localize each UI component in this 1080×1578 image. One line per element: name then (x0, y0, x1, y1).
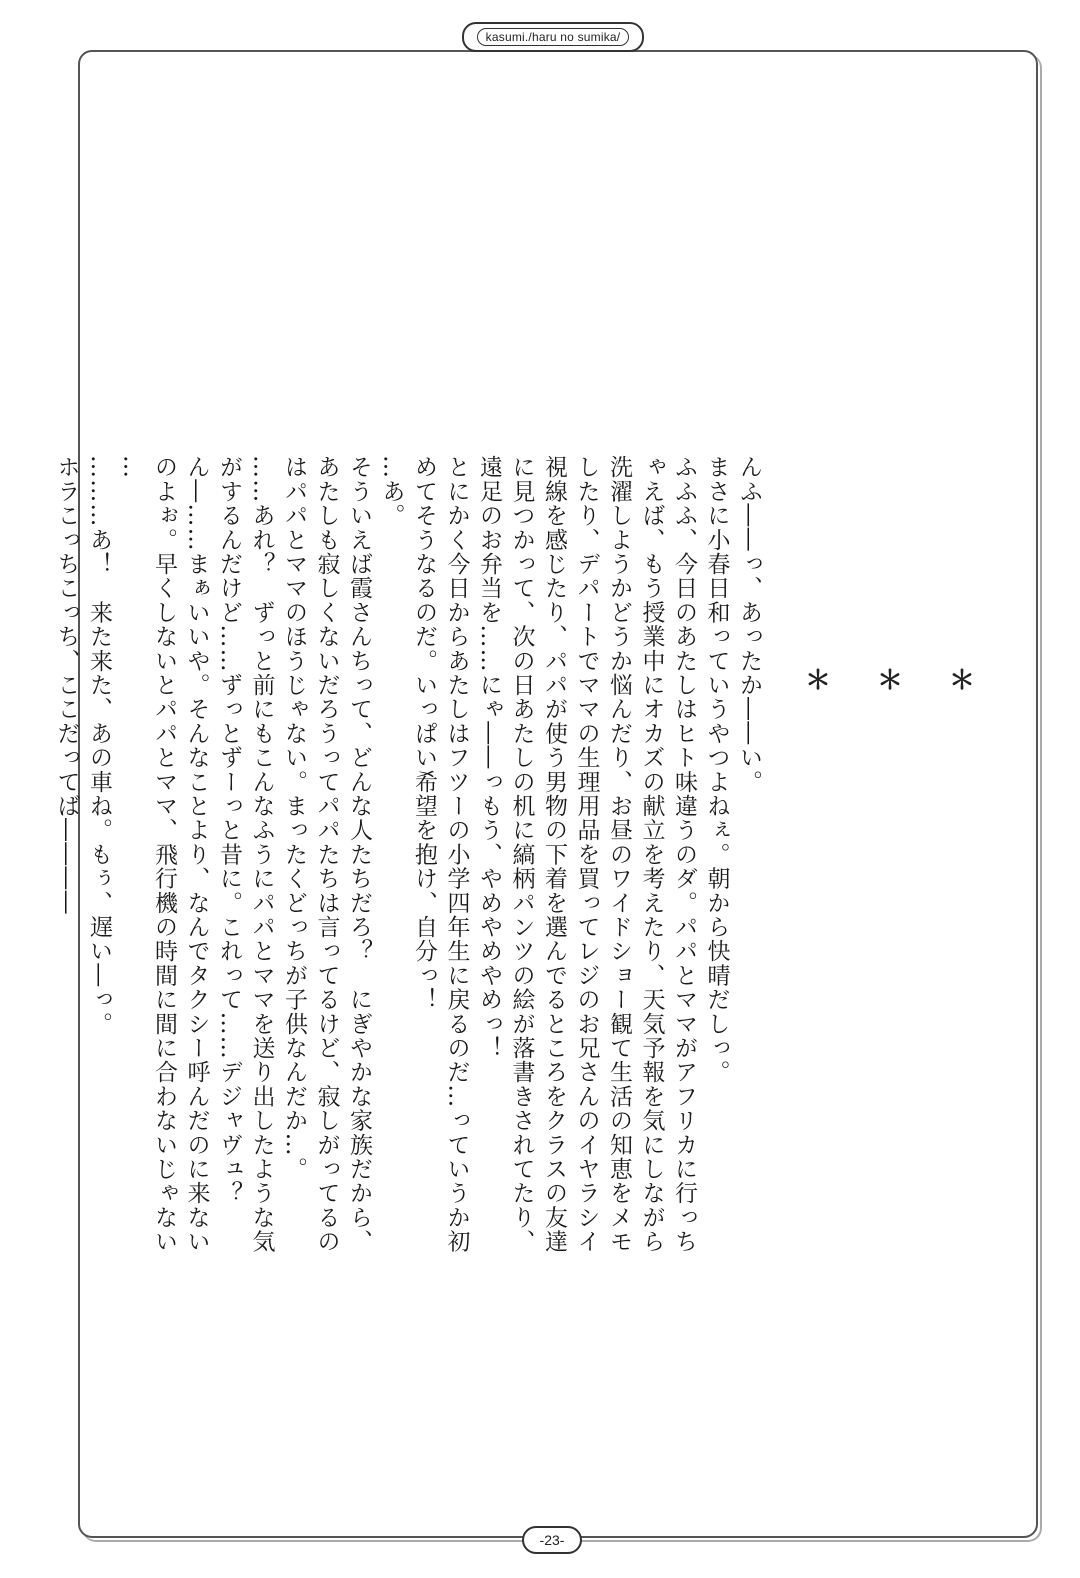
header-label: kasumi./haru no sumika/ (477, 28, 630, 46)
text-column: ……あれ？ ずっと前にもこんなふうにパパとママを送り出したような気 (248, 455, 275, 1254)
novel-body-text (50, 455, 765, 1254)
text-column: …あ。 (378, 455, 405, 528)
header-tab (462, 22, 644, 52)
paragraph (733, 455, 766, 1235)
scene-break (805, 660, 975, 697)
text-column: まさに小春日和っていうやつよねぇ。朝から快晴だしっ。 (703, 455, 730, 1085)
text-column: がするんだけど……ずっとずーっと昔に。これって……デジャヴュ？ (216, 455, 242, 1206)
text-column: に見つかって、次の日あたしの机に縞柄パンツの絵が落書きされてたり、 (508, 455, 535, 1254)
text-column: とにかく今日からあたしはフツーの小学四年生に戻るのだ…っていうか初 (443, 455, 470, 1254)
text-column: はパパとママのほうじゃない。まったくどっちが子供なんだか…。 (281, 455, 307, 1181)
paragraph (50, 455, 83, 1235)
scene-break-star: ＊ (805, 666, 832, 696)
text-column: ホラこっちこっち、ここだってば―――― (53, 455, 80, 915)
paragraph (213, 455, 278, 1254)
text-column: ん―……まぁいいや。そんなことより、なんでタクシー呼んだのに来ない (183, 455, 210, 1254)
text-column: ………あ！ 来た来た、あの車ね。もぅ、遅い―っ。 (86, 455, 112, 1036)
paragraph (375, 455, 408, 1235)
text-column: ゃえば、もう授業中にオカズの献立を考えたり、天気予報を気にしながら (638, 455, 665, 1254)
scene-break-star: ＊ (948, 666, 975, 696)
text-column: 遠足のお弁当を……にゃ――っもう、やめやめやめっ！ (476, 455, 502, 1060)
text-column: んふ――っ、あったか――い。 (736, 455, 762, 794)
text-column: 洗濯しようかどうか悩んだり、お昼のワイドショー観て生活の知恵をメモ (606, 455, 632, 1254)
text-column: あたしも寂しくないだろうってパパたちは言ってるけど、寂しがってるの (313, 455, 340, 1254)
text-column: … (118, 455, 145, 480)
text-column: したり、デパートでママの生理用品を買ってレジのお兄さんのイヤラシイ (573, 455, 600, 1254)
paragraph (473, 455, 701, 1254)
paragraph (700, 455, 733, 1235)
paragraph (408, 455, 473, 1254)
text-column: そういえば霞さんちって、どんな人たちだろ？ にぎやかな家族だから、 (346, 455, 372, 1254)
paragraph (83, 455, 116, 1235)
page-number: -23- (539, 1532, 565, 1548)
text-column: ふふふ、今日のあたしはヒト味違うのダ。パパとママがアフリカに行っち (671, 455, 697, 1254)
page-number-badge (522, 1526, 582, 1554)
paragraph (115, 455, 213, 1254)
text-column: めてそうなるのだ。いっぱい希望を抱け、自分っ！ (411, 455, 437, 1012)
text-column: 視線を感じたり、パパが使う男物の下着を選んでるところをクラスの友達 (541, 455, 567, 1254)
text-column: のよぉ。早くしないとパパとママ、飛行機の時間に間に合わないじゃない (151, 455, 177, 1254)
paragraph (278, 455, 376, 1254)
scene-break-star: ＊ (876, 666, 903, 696)
